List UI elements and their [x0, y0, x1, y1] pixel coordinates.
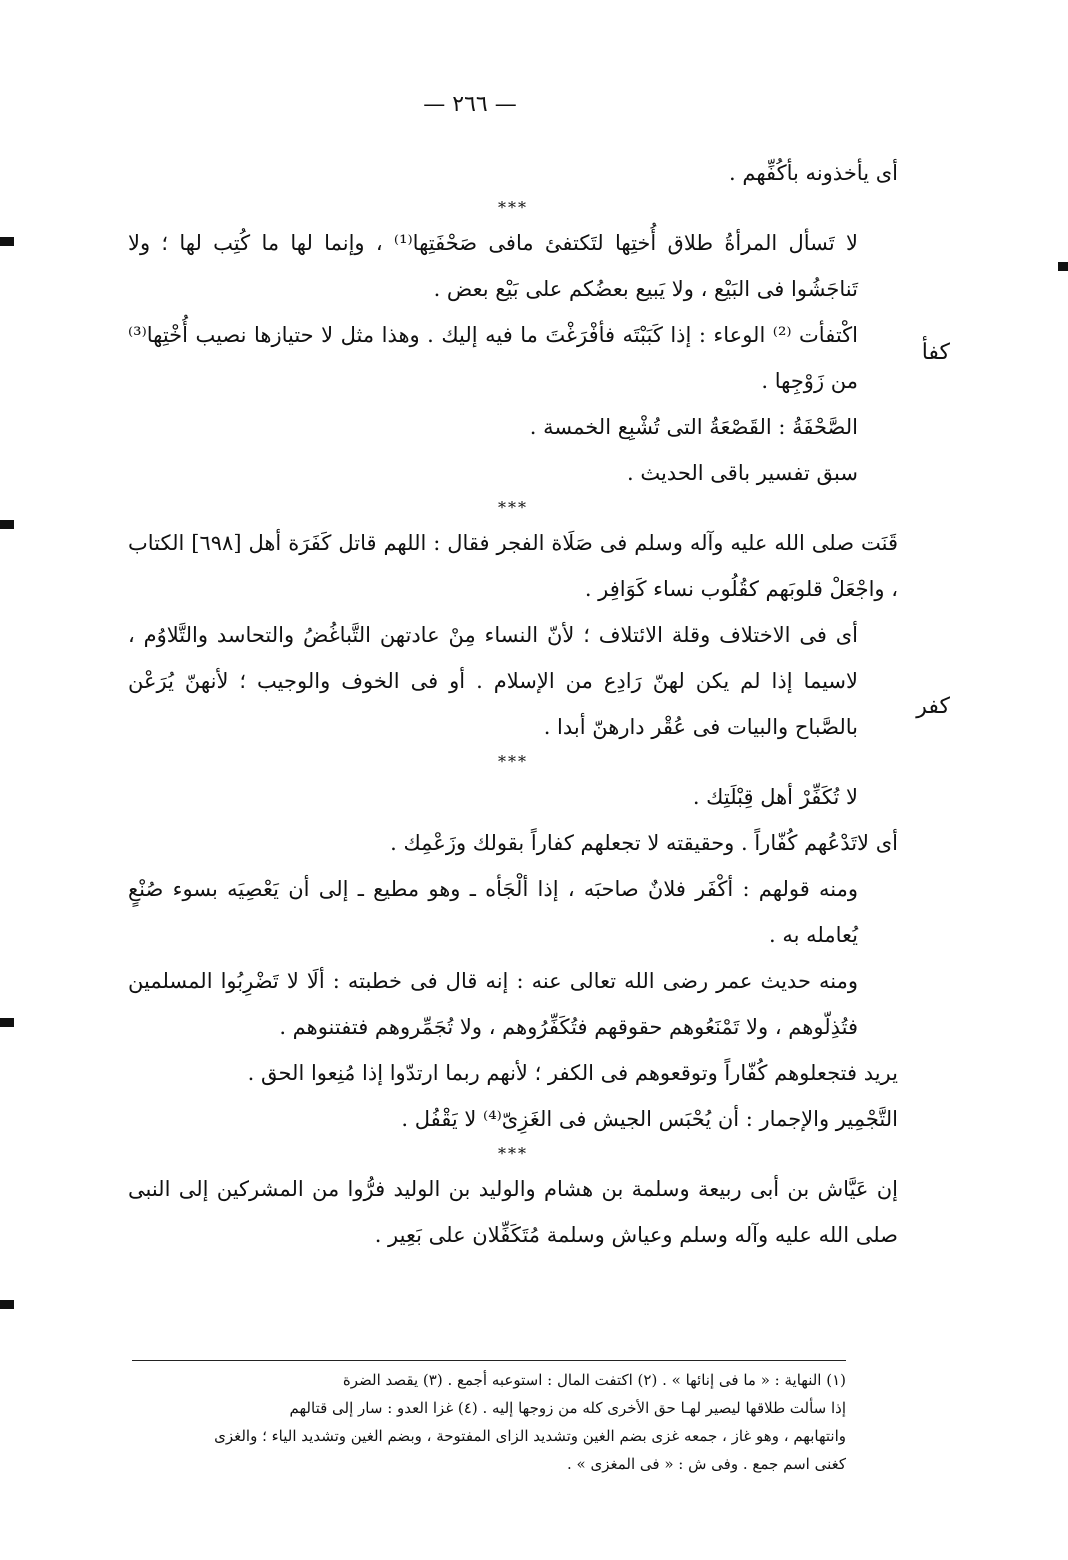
section-separator: ***: [498, 498, 528, 517]
section-separator: ***: [498, 1144, 528, 1163]
hadith-text: لا تَسأل المرأةُ طلاق أُختِها لتَكتفئ مافى صَحْفَتِها⁽¹⁾ ، وإنما لها ما كُتِب لها ؛ ولا تَناجَشُوا فى البَيْع ، ولا يَبيع بعضُكم على بَيْع بعض .: [128, 231, 858, 301]
scan-edge-mark: [0, 1300, 14, 1309]
paragraph: سبق تفسير باقى الحديث .: [626, 461, 858, 485]
footnote-line: إذا سألت طلاقها ليصير لهـا حق الأخرى كله من زوجها إليه . (٤) غزا العدو : سار إلى قتالهم: [289, 1399, 846, 1417]
paragraph: ومنه حديث عمر رضى الله تعالى عنه : إنه قال فى خطبته : ألَا لا تَضْرِبُوا المسلمين فتُذِلّوهم ، ولا تَمْنَعُوهم حقوقهم فتُكَفِّرُوهم ، ولا تُجَمِّروهم فتفتنوهم .: [128, 969, 858, 1039]
scan-edge-mark: [0, 1018, 14, 1027]
main-text: [128, 150, 898, 1258]
paragraph: ومنه قولهم : أكْفَر فلانٌ صاحبَه ، إذا ألْجَأه ـ وهو مطيع ـ إلى أن يَعْصِيَه بسوء صُنْعٍ يُعامله به .: [128, 877, 858, 947]
paragraph: أى لاتَدْعُهم كُفّاراً . وحقيقته لا تجعلهم كفاراً بقولك وزَعْمِك .: [390, 831, 898, 855]
section-separator: ***: [498, 198, 528, 217]
margin-entry-kafar: كفر: [916, 694, 950, 719]
scan-edge-mark: [0, 520, 14, 529]
margin-entry-kafa: كفأ: [921, 340, 950, 365]
paragraph: اكْتفأت ⁽²⁾ الوعاء : إذا كَبَبْتَه فأفْرَغْتَ ما فيه إليك . وهذا مثل لا حتيازها نصيب أُخْتِها⁽³⁾ من زَوْجِها .: [128, 323, 858, 393]
hadith-text: لا تُكَفِّرْ أهل قِبْلَتِك .: [692, 785, 858, 809]
paragraph: أى فى الاختلاف وقلة الائتلاف ؛ لأنّ النساء مِنْ عادتهن التَّباغُضُ والتحاسد والتَّلاوُم ، لاسيما إذا لم يكن لهنّ رَادِع من الإسلام . أو فى الخوف والوجيب ؛ لأنهنّ يُرَعْن بالصَّباح والبيات فى عُقْر دارهنّ أبدا .: [128, 623, 858, 739]
hadith-text: إن عَيَّاش بن أبى ربيعة وسلمة بن هشام والوليد بن الوليد فرُّوا من المشركين إلى النبى صلى الله عليه وآله وسلم وعياش وسلمة مُتَكَفِّلان على بَعِير .: [128, 1177, 898, 1247]
footnotes: [132, 1366, 846, 1478]
page-number: — ٢٦٦ —: [423, 92, 517, 117]
paragraph: أى يأخذونه بأكُفِّهم .: [729, 161, 898, 185]
hadith-text: قَنَت صلى الله عليه وآله وسلم فى صَلَاة الفجر فقال : اللهم قاتل كَفَرَة أهل [٦٩٨] الكتاب ، واجْعَلْ قلوبَهم كقُلُوب نساء كَوَافِر .: [128, 531, 898, 601]
section-separator: ***: [498, 752, 528, 771]
paragraph: التَّجْمِير والإجمار : أن يُحْبَس الجيش فى الغَزِىّ⁽⁴⁾ لا يَقْفُل .: [401, 1107, 898, 1131]
footnote-line: كغنى اسم جمع . وفى ش : « فى المغزى » .: [566, 1455, 846, 1473]
footnote-line: وانتهابهم ، وهو غاز ، جمعه غزى بضم الغين وتشديد الزاى المفتوحة ، وبضم الغين وتشديد الياء ؛ والغزى: [214, 1427, 846, 1445]
scan-edge-mark: [1058, 262, 1068, 271]
scan-edge-mark: [0, 237, 14, 246]
footnote-line: (١) النهاية : « ما فى إنائها » . (٢) اكتفت المال : استوعبه أجمع . (٣) يقصد الضرة: [342, 1371, 846, 1389]
footnote-divider: [132, 1360, 846, 1361]
paragraph: الصَّحْفَةُ : القَصْعَةُ التى تُشْبِع الخمسة .: [529, 415, 858, 439]
paragraph: يريد فتجعلوهم كُفّاراً وتوقعوهم فى الكفر ؛ لأنهم ربما ارتدّوا إذا مُنِعوا الحق .: [247, 1061, 898, 1085]
